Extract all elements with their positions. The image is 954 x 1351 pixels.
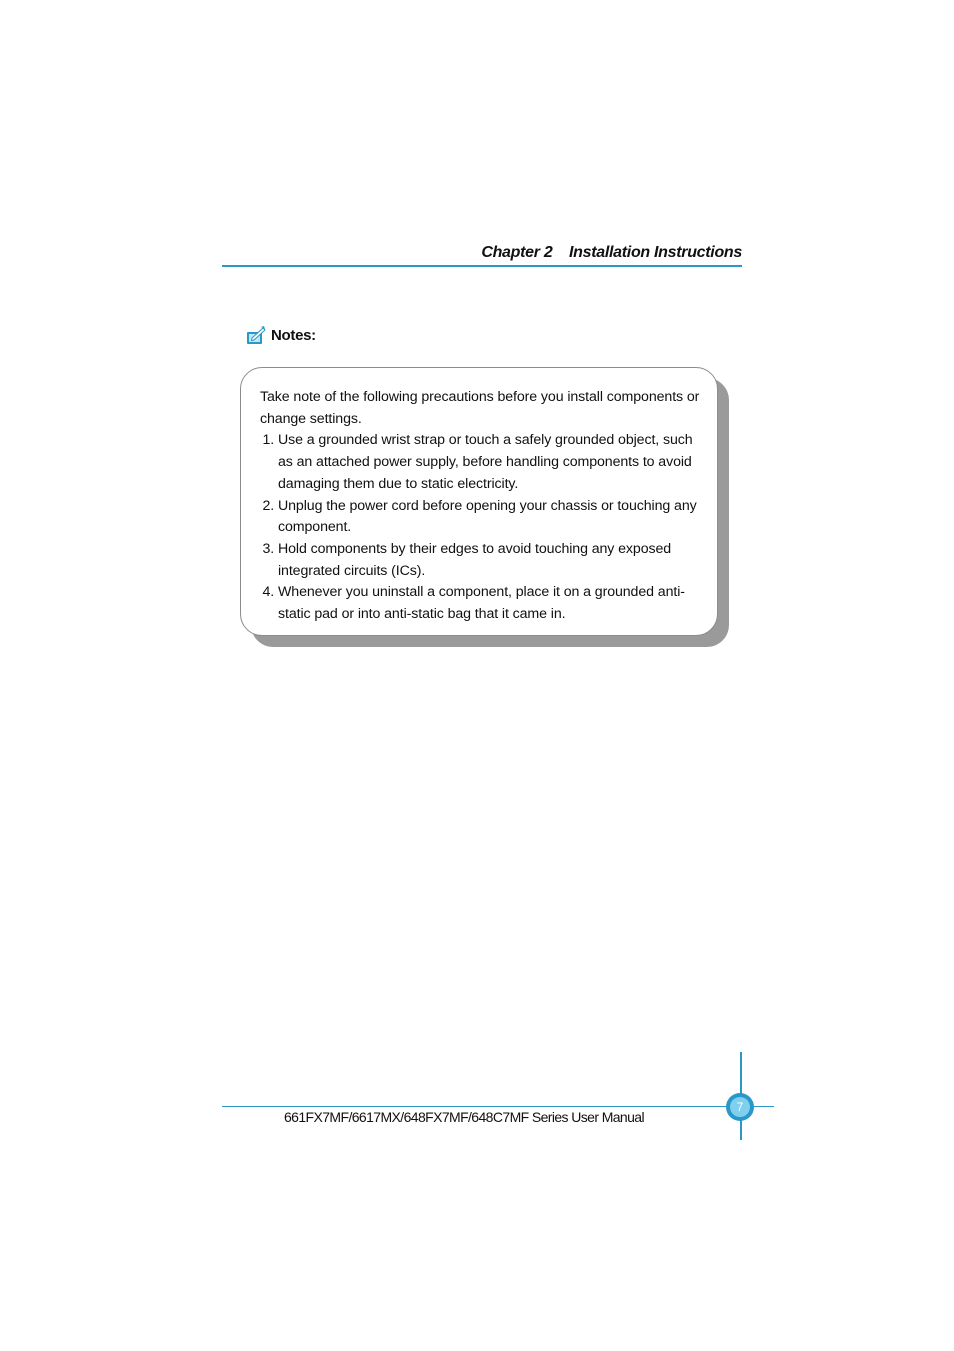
chapter-name: Installation Instructions [569, 244, 742, 261]
chapter-title [481, 244, 742, 262]
note-text [260, 387, 706, 626]
precaution-item: 3. Hold components by their edges to avoid touching any exposed integrated circuits (ICs). [278, 539, 706, 582]
note-box [240, 367, 718, 636]
chapter-number: Chapter 2 [481, 244, 553, 261]
precaution-item: 2. Unplug the power cord before opening your chassis or touching any component. [278, 496, 706, 539]
note-intro: Take note of the following precautions before you install components or change settings. [260, 389, 700, 427]
notes-label: Notes: [271, 327, 316, 344]
note-pen-icon [246, 326, 266, 345]
precautions-list [260, 430, 706, 625]
page-number: 7 [730, 1097, 750, 1117]
precaution-item: 4. Whenever you uninstall a component, place it on a grounded anti-static pad or into anti-static bag that it came in. [278, 582, 706, 625]
manual-title: 661FX7MF/6617MX/648FX7MF/648C7MF Series User Manual [284, 1109, 645, 1125]
chapter-header [222, 243, 742, 267]
footer-rule [222, 1106, 774, 1107]
precaution-item: 1. Use a grounded wrist strap or touch a safely grounded object, such as an attached power supply, before handling components to avoid damaging them due to static electricity. [278, 430, 706, 495]
